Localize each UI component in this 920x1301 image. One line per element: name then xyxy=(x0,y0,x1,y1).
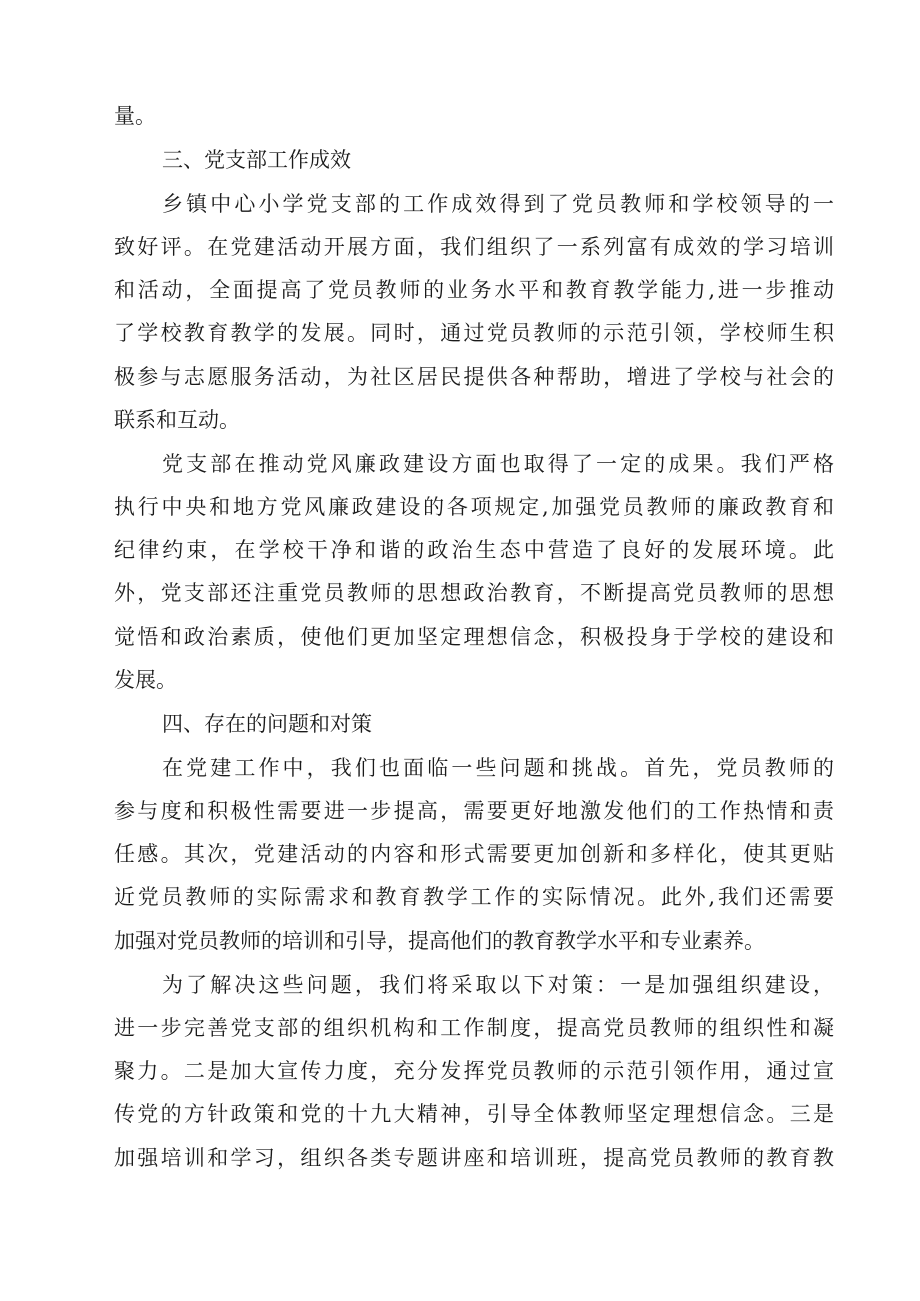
paragraph-line: 外，党支部还注重党员教师的思想政治教育，不断提高党员教师的思想 xyxy=(114,581,834,605)
paragraph-line: 加强培训和学习，组织各类专题讲座和培训班，提高党员教师的教育教 xyxy=(114,1146,834,1170)
paragraph-line: 了学校教育教学的发展。同时，通过党员教师的示范引领，学校师生积 xyxy=(114,321,834,345)
paragraph-line: 近党员教师的实际需求和教育教学工作的实际情况。此外,我们还需要 xyxy=(114,885,834,909)
paragraph-line: 加强对党员教师的培训和引导，提高他们的教育教学水平和专业素养。 xyxy=(114,929,765,953)
paragraph-line: 进一步完善党支部的组织机构和工作制度，提高党员教师的组织性和凝 xyxy=(114,1016,834,1040)
section-4-heading: 四、存在的问题和对策 xyxy=(162,712,372,736)
paragraph-line: 极参与志愿服务活动，为社区居民提供各种帮助，增进了学校与社会的 xyxy=(114,365,834,389)
paragraph-line: 觉悟和政治素质，使他们更加坚定理想信念，积极投身于学校的建设和 xyxy=(114,625,834,649)
paragraph-line: 为了解决这些问题，我们将采取以下对策：一是加强组织建设， xyxy=(162,973,834,997)
section-3-heading: 三、党支部工作成效 xyxy=(162,148,351,172)
paragraph-line: 乡镇中心小学党支部的工作成效得到了党员教师和学校领导的一 xyxy=(162,192,834,216)
paragraph-line: 党支部在推动党风廉政建设方面也取得了一定的成果。我们严格 xyxy=(162,452,834,476)
paragraph-line: 聚力。二是加大宣传力度，充分发挥党员教师的示范引领作用，通过宣 xyxy=(114,1059,834,1083)
paragraph-line: 和活动，全面提高了党员教师的业务水平和教育教学能力,进一步推动 xyxy=(114,278,834,302)
paragraph-line: 发展。 xyxy=(114,668,177,692)
paragraph-line: 纪律约束，在学校干净和谐的政治生态中营造了良好的发展环境。此 xyxy=(114,538,834,562)
paragraph-line: 执行中央和地方党风廉政建设的各项规定,加强党员教师的廉政教育和 xyxy=(114,495,834,519)
continuation-text: 量。 xyxy=(114,104,156,128)
paragraph-line: 传党的方针政策和党的十九大精神，引导全体教师坚定理想信念。三是 xyxy=(114,1102,834,1126)
paragraph-line: 任感。其次，党建活动的内容和形式需要更加创新和多样化，使其更贴 xyxy=(114,842,834,866)
paragraph-line: 致好评。在党建活动开展方面，我们组织了一系列富有成效的学习培训 xyxy=(114,235,834,259)
paragraph-line: 参与度和积极性需要进一步提高，需要更好地激发他们的工作热情和责 xyxy=(114,799,834,823)
paragraph-line: 联系和互动。 xyxy=(114,408,240,432)
paragraph-line: 在党建工作中，我们也面临一些问题和挑战。首先，党员教师的 xyxy=(162,756,834,780)
